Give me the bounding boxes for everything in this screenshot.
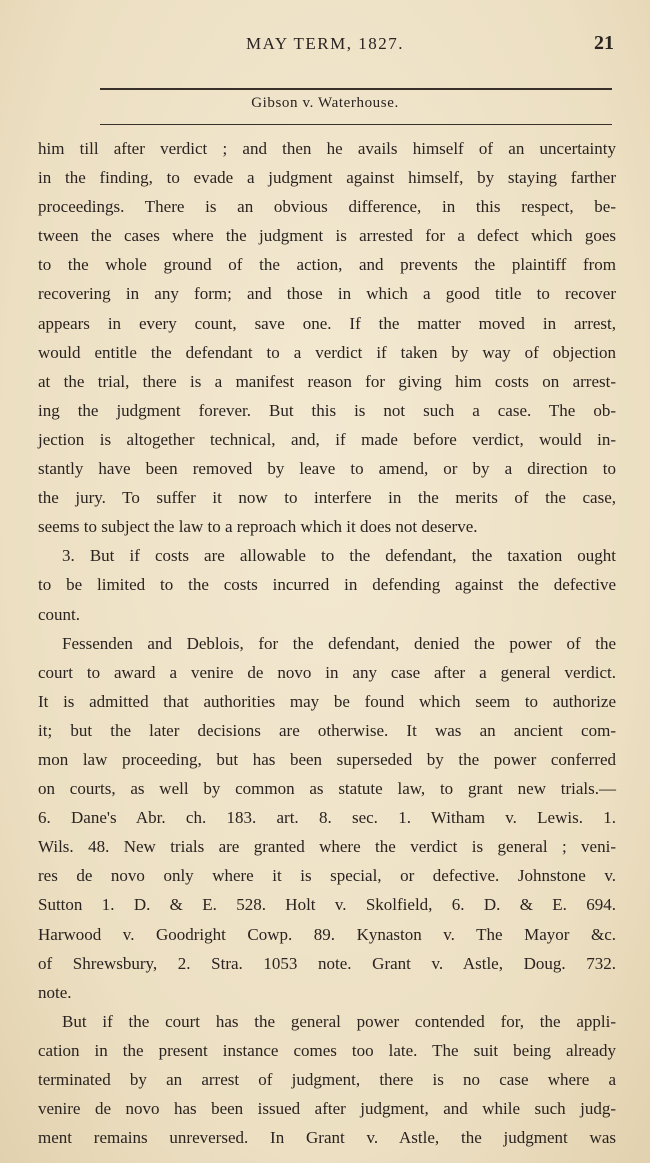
text-line: tween the cases where the judgment is arrested for a defect which goes: [38, 226, 616, 246]
page-number: 21: [594, 32, 614, 54]
header-rule-top: [100, 88, 612, 90]
running-head-title: MAY TERM, 1827.: [246, 34, 404, 53]
text-line: recovering in any form; and those in which a good title to recover: [38, 284, 616, 304]
text-line: 6. Dane's Abr. ch. 183. art. 8. sec. 1. Witham v. Lewis. 1.: [38, 808, 616, 828]
text-line: Fessenden and Deblois, for the defendant, denied the power of the: [62, 633, 616, 653]
header-rule-bottom: [100, 124, 612, 125]
text-line: 3. But if costs are allowable to the defendant, the taxation ought: [62, 546, 616, 566]
text-line: jection is altogether technical, and, if made before verdict, would in-: [38, 429, 616, 449]
body-text: [38, 134, 616, 1152]
text-line: appears in every count, save one. If the matter moved in arrest,: [38, 313, 616, 333]
text-line: of Shrewsbury, 2. Stra. 1053 note. Grant v. Astle, Doug. 732.: [38, 953, 616, 973]
text-line: ing the judgment forever. But this is not such a case. The ob-: [38, 400, 616, 420]
text-line: mon law proceeding, but has been superseded by the power conferred: [38, 749, 616, 769]
text-line: to be limited to the costs incurred in defending against the defective: [38, 575, 616, 595]
case-title: Gibson v. Waterhouse.: [251, 95, 399, 111]
text-line: proceedings. There is an obvious difference, in this respect, be-: [38, 197, 616, 217]
text-line: to the whole ground of the action, and prevents the plaintiff from: [38, 255, 616, 275]
text-line: res de novo only where it is special, or defective. Johnstone v.: [38, 866, 616, 886]
text-line: ment remains unreversed. In Grant v. Astle, the judgment was: [38, 1128, 616, 1148]
running-head: [0, 34, 650, 60]
text-line: would entitle the defendant to a verdict if taken by way of objection: [38, 342, 616, 362]
text-line: stantly have been removed by leave to amend, or by a direction to: [38, 459, 616, 479]
text-line: on courts, as well by common as statute law, to grant new trials.—: [38, 779, 616, 799]
text-line: court to award a venire de novo in any case after a general verdict.: [38, 662, 616, 682]
text-line: him till after verdict ; and then he avails himself of an uncertainty: [38, 139, 616, 158]
text-line: it; but the later decisions are otherwise. It was an ancient com-: [38, 720, 616, 740]
text-line: note.: [38, 982, 72, 1002]
text-line: cation in the present instance comes too late. The suit being already: [38, 1040, 616, 1060]
text-line: at the trial, there is a manifest reason for giving him costs on arrest-: [38, 371, 616, 391]
text-line: But if the court has the general power contended for, the appli-: [62, 1011, 616, 1031]
text-line: in the finding, to evade a judgment against himself, by staying farther: [38, 168, 616, 188]
text-line: seems to subject the law to a reproach which it does not deserve.: [38, 517, 478, 537]
text-line: Sutton 1. D. & E. 528. Holt v. Skolfield, 6. D. & E. 694.: [38, 895, 616, 915]
text-line: count.: [38, 604, 81, 624]
text-line: It is admitted that authorities may be found which seem to authorize: [38, 691, 616, 711]
text-line: the jury. To suffer it now to interfere in the merits of the case,: [38, 488, 616, 508]
text-line: Harwood v. Goodright Cowp. 89. Kynaston v. The Mayor &c.: [38, 924, 616, 944]
text-line: venire de novo has been issued after judgment, and while such judg-: [38, 1099, 616, 1119]
text-line: Wils. 48. New trials are granted where the verdict is general ; veni-: [38, 837, 616, 857]
text-line: terminated by an arrest of judgment, there is no case where a: [38, 1070, 616, 1089]
